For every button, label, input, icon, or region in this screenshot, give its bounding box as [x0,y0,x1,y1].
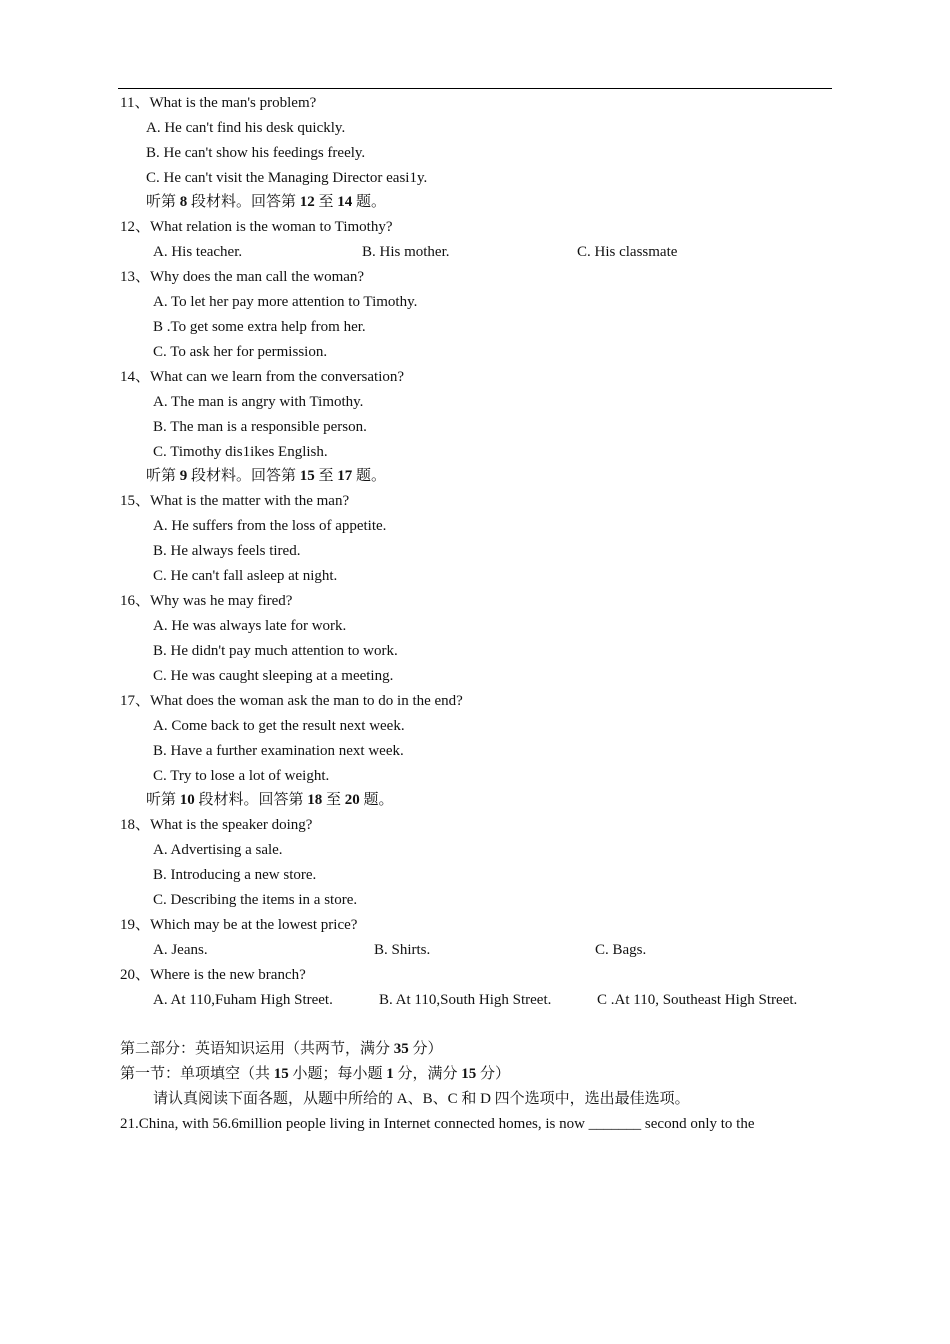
q11-option-b: B. He can't show his feedings freely. [146,145,366,161]
q12-option-b: B. His mother. [362,244,450,260]
q11-option-c: C. He can't visit the Managing Director easi1y. [146,170,428,186]
q16-option-b: B. He didn't pay much attention to work. [153,643,398,659]
q12-option-c: C. His classmate [577,244,678,260]
section-one-heading: 第一节：单项填空（共 15 小题；每小题 1 分，满分 15 分） [120,1066,511,1082]
q15-option-b: B. He always feels tired. [153,543,301,559]
part-two-heading: 第二部分：英语知识运用（共两节，满分 35 分） [120,1041,443,1057]
q13-option-c: C. To ask her for permission. [153,344,328,360]
q18-option-a: A. Advertising a sale. [153,842,283,858]
question-17: 17、What does the woman ask the man to do in the end? [120,693,463,709]
section-one-instruction: 请认真阅读下面各题，从题中所给的 A、B、C 和 D 四个选项中，选出最佳选项。 [153,1091,690,1107]
q19-option-c: C. Bags. [595,942,647,958]
q15-option-a: A. He suffers from the loss of appetite. [153,518,387,534]
q20-option-a: A. At 110,Fuham High Street. [153,992,333,1008]
header-rule [118,88,832,89]
segment-10-instruction: 听第 10 段材料。回答第 18 至 20 题。 [146,792,394,808]
question-19: 19、Which may be at the lowest price? [120,917,358,933]
q16-option-a: A. He was always late for work. [153,618,347,634]
q14-option-a: A. The man is angry with Timothy. [153,394,364,410]
question-18: 18、What is the speaker doing? [120,817,313,833]
q17-option-a: A. Come back to get the result next week. [153,718,405,734]
question-12: 12、What relation is the woman to Timothy? [120,219,393,235]
q18-option-c: C. Describing the items in a store. [153,892,358,908]
q18-option-b: B. Introducing a new store. [153,867,317,883]
question-21: 21.China, with 56.6million people living in Internet connected homes, is now _______ second only to the [120,1116,755,1132]
q17-option-c: C. Try to lose a lot of weight. [153,768,330,784]
q19-option-a: A. Jeans. [153,942,208,958]
q12-option-a: A. His teacher. [153,244,243,260]
segment-8-instruction: 听第 8 段材料。回答第 12 至 14 题。 [146,194,387,210]
q16-option-c: C. He was caught sleeping at a meeting. [153,668,394,684]
question-11: 11、What is the man's problem? [120,95,317,111]
q13-option-a: A. To let her pay more attention to Timothy. [153,294,418,310]
q15-option-c: C. He can't fall asleep at night. [153,568,338,584]
q14-option-b: B. The man is a responsible person. [153,419,367,435]
segment-9-instruction: 听第 9 段材料。回答第 15 至 17 题。 [146,468,387,484]
q20-option-c: C .At 110, Southeast High Street. [597,992,798,1008]
q17-option-b: B. Have a further examination next week. [153,743,404,759]
question-15: 15、What is the matter with the man? [120,493,350,509]
question-13: 13、Why does the man call the woman? [120,269,365,285]
q19-option-b: B. Shirts. [374,942,431,958]
q13-option-b: B .To get some extra help from her. [153,319,366,335]
question-14: 14、What can we learn from the conversation? [120,369,405,385]
q14-option-c: C. Timothy dis1ikes English. [153,444,328,460]
question-16: 16、Why was he may fired? [120,593,293,609]
q20-option-b: B. At 110,South High Street. [379,992,552,1008]
q11-option-a: A. He can't find his desk quickly. [146,120,346,136]
question-20: 20、Where is the new branch? [120,967,306,983]
